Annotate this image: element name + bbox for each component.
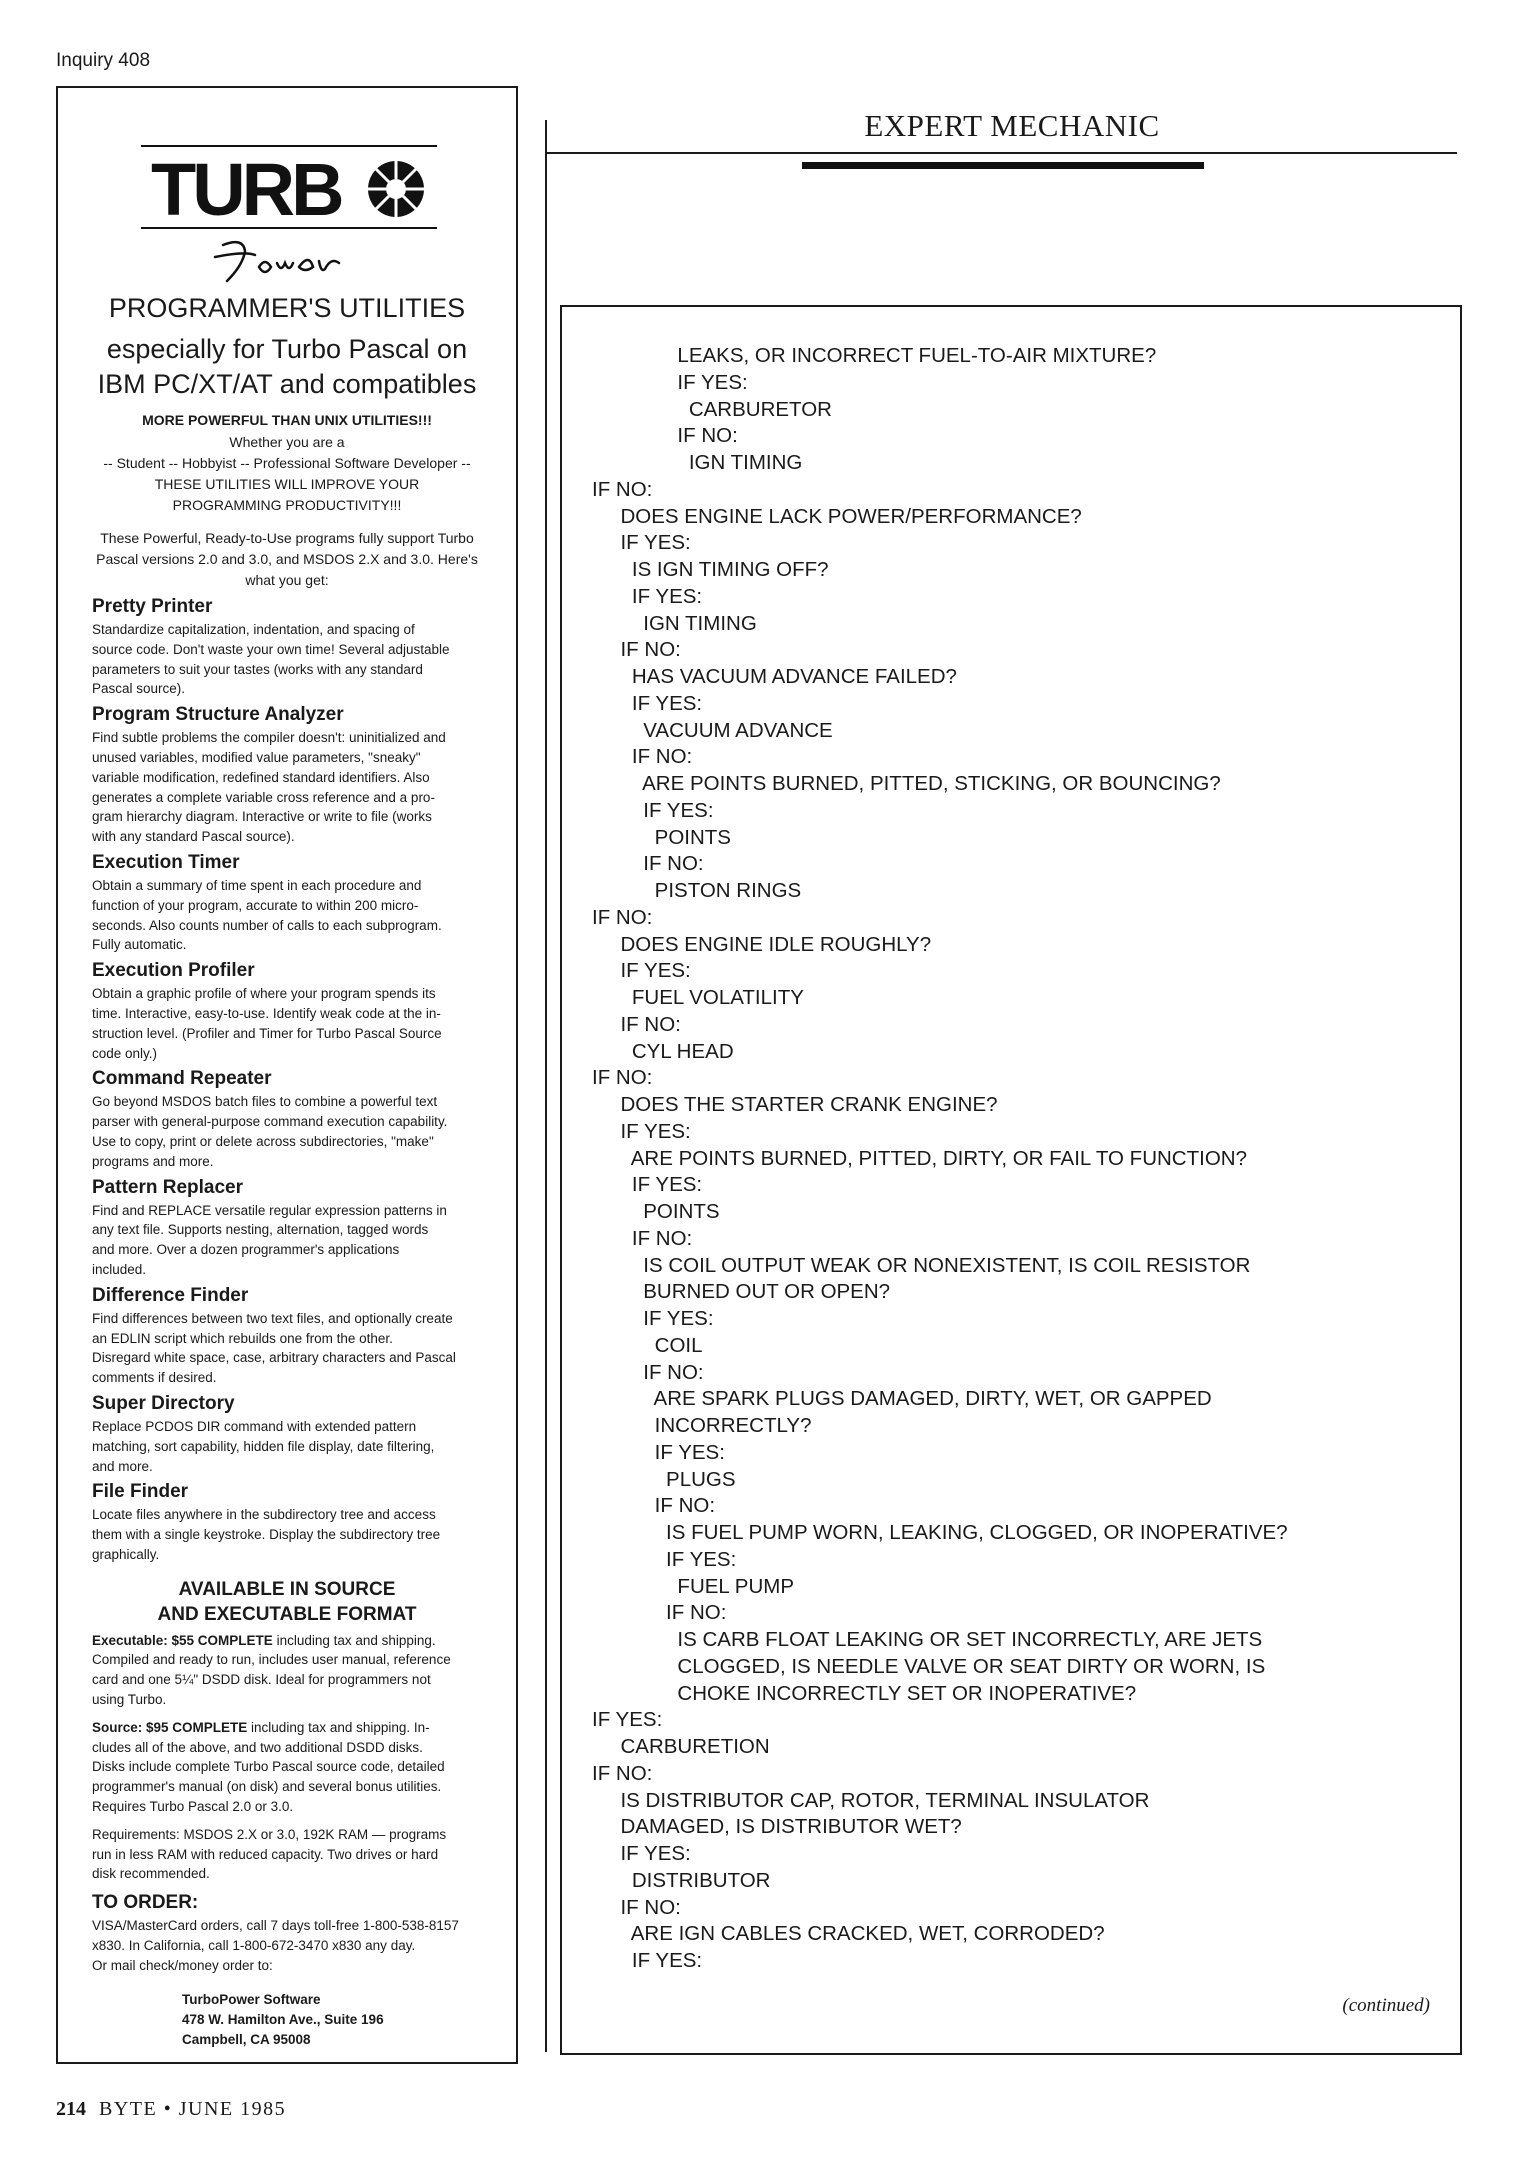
feature-name: Program Structure Analyzer	[92, 704, 344, 726]
listing-line: IF NO:	[592, 1012, 681, 1036]
program-listing-box	[560, 305, 1462, 2055]
feature-description: Obtain a summary of time spent in each procedure and function of your program, accurate to within 200 micro- seconds. Also counts number of calls to each subprogram. Fully automatic.	[92, 877, 442, 953]
listing-line: IS IGN TIMING OFF?	[592, 558, 829, 581]
page-footer: 214 BYTE • JUNE 1985	[56, 2098, 287, 2120]
feature-item	[92, 1284, 482, 1388]
feature-item	[92, 851, 482, 955]
listing-line: LEAKS, OR INCORRECT FUEL-TO-AIR MIXTURE?	[592, 344, 1157, 367]
feature-item	[92, 703, 482, 847]
ad-audience: Whether you are a -- Student -- Hobbyist -- Professional Software Developer -- THESE UTILITIES WILL IMPROVE YOUR PROGRAMMING PRODUCTIVITY!!!	[103, 434, 471, 513]
svg-text:TURB: TURB	[151, 148, 341, 231]
listing-line: POINTS	[592, 1200, 720, 1223]
feature-list	[92, 595, 482, 1565]
listing-line: ARE POINTS BURNED, PITTED, STICKING, OR BOUNCING?	[592, 772, 1221, 795]
listing-line: IS DISTRIBUTOR CAP, ROTOR, TERMINAL INSULATOR	[592, 1788, 1150, 1812]
listing-line: IS COIL OUTPUT WEAK OR NONEXISTENT, IS COIL RESISTOR	[592, 1253, 1251, 1277]
listing-line: CARBURETION	[592, 1735, 770, 1758]
feature-item	[92, 959, 482, 1063]
column-divider	[545, 120, 547, 2052]
listing-line: ARE SPARK PLUGS DAMAGED, DIRTY, WET, OR GAPPED	[592, 1387, 1212, 1411]
inquiry-number: Inquiry 408	[56, 50, 151, 71]
feature-name: Execution Profiler	[92, 960, 255, 982]
feature-description: Find and REPLACE versatile regular expression patterns in any text file. Supports nesting, alternation, tagged words and more. Over a dozen programmer's applications included.	[92, 1202, 447, 1277]
listing-line: IF NO:	[592, 852, 704, 876]
listing-line: FUEL VOLATILITY	[592, 986, 804, 1009]
availability-heading: AVAILABLE IN SOURCE AND EXECUTABLE FORMAT	[157, 1578, 417, 1625]
continued-note: (continued)	[1342, 1995, 1430, 2016]
listing-line: HAS VACUUM ADVANCE FAILED?	[592, 665, 957, 688]
listing-line: DOES ENGINE IDLE ROUGHLY?	[592, 932, 932, 956]
listing-line: PLUGS	[592, 1467, 736, 1491]
ad-intro: These Powerful, Ready-to-Use programs fully support Turbo Pascal versions 2.0 and 3.0, and MSDOS 2.X and 3.0. Here's what you get:	[96, 530, 478, 588]
listing-line: IF YES:	[592, 798, 714, 822]
listing-line: IGN TIMING	[592, 451, 803, 474]
feature-item	[92, 595, 482, 699]
listing-line: IF YES:	[592, 691, 703, 715]
listing-line: COIL	[592, 1333, 703, 1357]
feature-item	[92, 1176, 482, 1280]
feature-item	[92, 1480, 482, 1564]
listing-lines	[592, 343, 1288, 1975]
listing-line: IF NO:	[592, 1066, 653, 1090]
feature-name: Execution Timer	[92, 851, 240, 873]
listing-line: IF NO:	[592, 905, 653, 929]
listing-line: IF NO:	[592, 1601, 727, 1625]
listing-line: IF YES:	[592, 1119, 691, 1143]
listing-line: IF YES:	[592, 959, 691, 983]
ad-subhead: especially for Turbo Pascal on IBM PC/XT/AT and compatibles	[97, 334, 477, 399]
listing-line: IF NO:	[592, 1895, 681, 1919]
listing-line: PISTON RINGS	[592, 879, 802, 902]
mailing-address: TurboPower Software 478 W. Hamilton Ave., Suite 196 Campbell, CA 95008	[182, 1991, 384, 2047]
source-price: Source: $95 COMPLETE including tax and shipping. In- cludes all of the above, and two additional DSDD disks. Disks include complete Turbo Pascal source code, detailed programmer's manual (on disk) and several bonus utilities. Requires Turbo Pascal 2.0 or 3.0.	[92, 1719, 445, 1815]
listing-line: CYL HEAD	[592, 1039, 734, 1063]
listing-line: IF NO:	[592, 1226, 693, 1250]
feature-name: Super Directory	[92, 1392, 235, 1414]
order-info: VISA/MasterCard orders, call 7 days toll-free 1-800-538-8157 x830. In California, call 1-800-672-3470 x830 any day. Or mail check/money order to:	[92, 1918, 459, 1973]
executable-price: Executable: $55 COMPLETE including tax and shipping. Compiled and ready to run, includes user manual, reference card and one 5¼" DSDD disk. Ideal for programmers not using Turbo.	[92, 1632, 451, 1708]
listing-line: DISTRIBUTOR	[592, 1868, 771, 1892]
requirements: Requirements: MSDOS 2.X or 3.0, 192K RAM — programs run in less RAM with reduced capacity. Two drives or hard disk recommended.	[92, 1826, 447, 1882]
listing-line: ARE POINTS BURNED, PITTED, DIRTY, OR FAIL TO FUNCTION?	[592, 1146, 1247, 1170]
listing-line: IF YES:	[592, 1949, 703, 1972]
feature-description: Find differences between two text files, and optionally create an EDLIN script which rebuilds one from the other. Disregard white space, case, arbitrary characters and Pascal comments if desired.	[92, 1310, 456, 1386]
listing-line: IF YES:	[592, 584, 703, 608]
feature-name: Pretty Printer	[92, 596, 213, 617]
title-rule	[545, 152, 1457, 154]
listing-line: IF YES:	[592, 1547, 737, 1571]
feature-description: Go beyond MSDOS batch files to combine a powerful text parser with general-purpose command execution capability. Use to copy, print or delete across subdirectories, "make" programs and more.	[92, 1094, 448, 1169]
feature-description: Standardize capitalization, indentation, and spacing of source code. Don't waste your own time! Several adjustable parameters to suit your tastes (works with any standard Pascal source).	[92, 622, 450, 697]
ad-headline: PROGRAMMER'S UTILITIES	[108, 293, 466, 323]
listing-line: IF NO:	[592, 1360, 704, 1384]
listing-line: INCORRECTLY?	[592, 1414, 812, 1437]
listing-line: IF NO:	[592, 745, 693, 769]
feature-name: Pattern Replacer	[92, 1176, 244, 1198]
listing-line: IF YES:	[592, 1708, 663, 1732]
listing-line: IGN TIMING	[592, 611, 757, 635]
feature-description: Replace PCDOS DIR command with extended pattern matching, sort capability, hidden file display, date filtering, and more.	[92, 1418, 435, 1474]
listing-line: BURNED OUT OR OPEN?	[592, 1280, 891, 1304]
listing-line: POINTS	[592, 825, 731, 849]
feature-description: Obtain a graphic profile of where your program spends its time. Interactive, easy-to-use. Identify weak code at the in- struction level. (Profiler and Timer for Turbo Pascal Source code only.)	[92, 986, 442, 1061]
listing-line: DOES ENGINE LACK POWER/PERFORMANCE?	[592, 504, 1082, 528]
listing-line: IF NO:	[592, 477, 653, 501]
feature-description: Find subtle problems the compiler doesn't: uninitialized and unused variables, modified value parameters, "sneaky" variable modification, redefined standard identifiers. Also generates a complete variable cross reference and a pro- gram hierarchy diagram. Interactive or write to file (works with any standard Pascal source).	[92, 730, 446, 845]
article-title: EXPERT MECHANIC	[864, 108, 1160, 143]
ad-tagline: MORE POWERFUL THAN UNIX UTILITIES!!!	[142, 412, 432, 428]
turbo-power-logo	[141, 145, 437, 295]
listing-line: CARBURETOR	[592, 397, 832, 421]
listing-line: DOES THE STARTER CRANK ENGINE?	[592, 1093, 998, 1116]
listing-line: IF NO:	[592, 638, 681, 662]
listing-line: IF NO:	[592, 424, 738, 448]
turbopower-advertisement	[56, 86, 518, 2064]
listing-line: FUEL PUMP	[592, 1574, 794, 1598]
listing-line: IF YES:	[592, 1307, 714, 1330]
feature-name: Difference Finder	[92, 1284, 249, 1306]
listing-line: CHOKE INCORRECTLY SET OR INOPERATIVE?	[592, 1681, 1137, 1705]
listing-line: IF YES:	[592, 1440, 725, 1464]
feature-name: Command Repeater	[92, 1068, 272, 1090]
listing-line: DAMAGED, IS DISTRIBUTOR WET?	[592, 1815, 962, 1839]
listing-line: ARE IGN CABLES CRACKED, WET, CORRODED?	[592, 1922, 1105, 1946]
feature-name: File Finder	[92, 1481, 189, 1503]
feature-description: Locate files anywhere in the subdirectory tree and access them with a single keystroke. Display the subdirectory tree graphically.	[92, 1507, 441, 1562]
listing-line: IF NO:	[592, 1494, 716, 1518]
listing-line: IS FUEL PUMP WORN, LEAKING, CLOGGED, OR INOPERATIVE?	[592, 1521, 1288, 1544]
listing-line: IF NO:	[592, 1761, 653, 1785]
listing-line: IF YES:	[592, 531, 691, 555]
listing-line: IS CARB FLOAT LEAKING OR SET INCORRECTLY, ARE JETS	[592, 1628, 1263, 1651]
feature-item	[92, 1392, 482, 1476]
listing-line: IF YES:	[592, 370, 748, 394]
order-heading: TO ORDER:	[92, 1892, 199, 1914]
listing-line: CLOGGED, IS NEEDLE VALVE OR SEAT DIRTY OR WORN, IS	[592, 1654, 1266, 1678]
listing-line: VACUUM ADVANCE	[592, 718, 833, 742]
listing-line: IF YES:	[592, 1842, 691, 1865]
listing-line: IF YES:	[592, 1173, 703, 1197]
title-bar	[802, 162, 1204, 169]
feature-item	[92, 1067, 482, 1171]
